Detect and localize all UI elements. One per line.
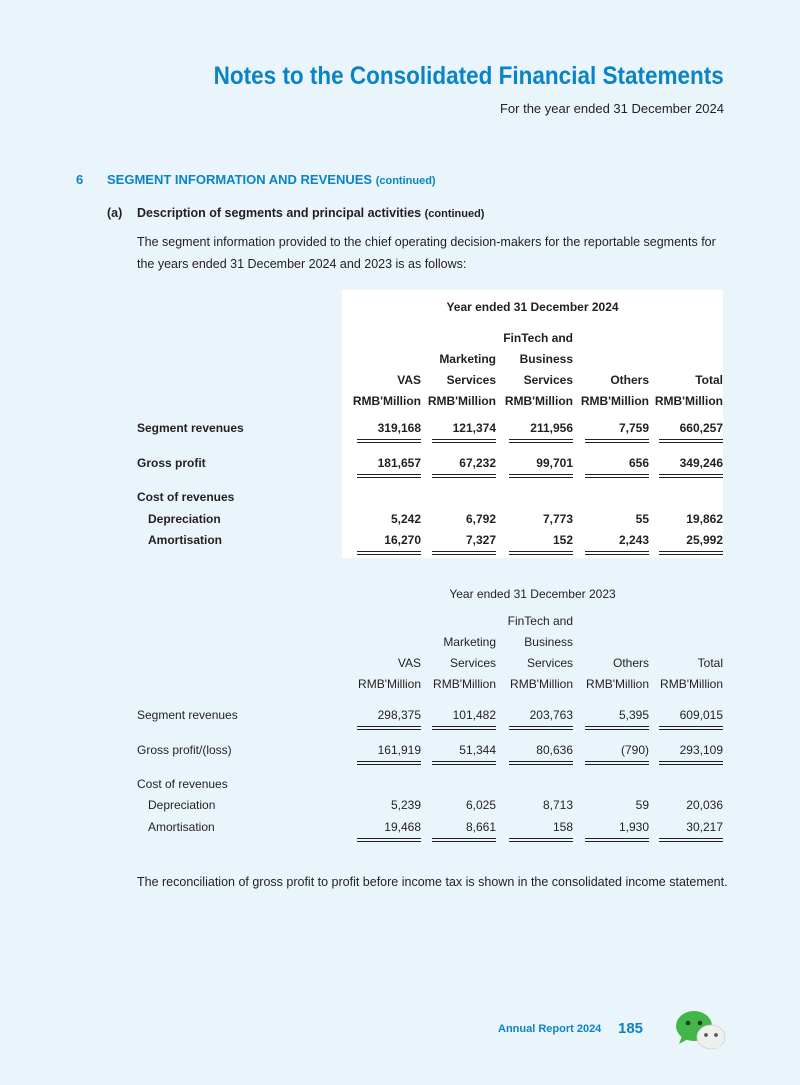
double-rule [432,838,496,842]
col-header: Services [446,373,496,387]
value-cell: 99,701 [536,456,573,470]
col-header: Total [697,656,723,670]
table-row [137,798,723,816]
col-header: Services [526,656,573,670]
table-row [137,820,723,838]
double-rule [357,761,421,765]
value-cell: 319,168 [377,421,421,435]
double-rule [509,761,573,765]
double-rule [585,439,649,443]
value-cell: 55 [635,512,649,526]
double-rule [509,474,573,478]
row-label: Amortisation [148,820,215,834]
double-rule [432,474,496,478]
unit-label: RMB'Million [352,394,421,408]
page-number: 185 [618,1020,644,1037]
value-cell: 293,109 [679,743,723,757]
subsection-number: (a) [107,206,123,220]
double-rule [432,551,496,555]
value-cell: 5,395 [618,708,649,722]
double-rule [357,474,421,478]
row-label: Segment revenues [137,421,244,435]
section-continued: (continued) [375,175,436,187]
header-row-3 [137,373,723,391]
subsection-title: Description of segments and principal activities [137,206,422,220]
value-cell: 158 [552,820,573,834]
value-cell: 609,015 [679,708,723,722]
value-cell: 30,217 [686,820,723,834]
value-cell: 25,992 [686,533,723,547]
value-cell: 6,025 [465,798,496,812]
value-cell: 349,246 [679,456,723,470]
unit-label: RMB'Million [504,394,573,408]
value-cell: 20,036 [686,798,723,812]
table-row [137,533,723,551]
value-cell: 8,661 [465,820,496,834]
unit-label: RMB'Million [433,677,496,691]
row-label: Depreciation [148,798,216,812]
unit-label: RMB'Million [580,394,649,408]
double-rule [357,838,421,842]
unit-row [137,677,723,695]
value-cell: 7,759 [618,421,649,435]
double-rule [585,474,649,478]
unit-label: RMB'Million [510,677,573,691]
row-label: Segment revenues [137,708,238,722]
unit-label: RMB'Million [660,677,723,691]
value-cell: 121,374 [452,421,496,435]
section-title: SEGMENT INFORMATION AND REVENUES [107,172,373,187]
table-year-title: Year ended 31 December 2024 [446,300,619,314]
double-rule [509,439,573,443]
value-cell: 1,930 [618,820,649,834]
double-rule [659,439,723,443]
double-rule [659,761,723,765]
value-cell: 211,956 [530,421,573,435]
col-header: Services [523,373,573,387]
table-row [137,490,723,508]
col-header: Marketing [439,352,496,366]
double-rule [357,726,421,730]
col-header: Marketing [443,635,496,649]
value-cell: (790) [620,743,649,757]
row-label: Amortisation [148,533,223,547]
table-row [137,512,723,530]
value-cell: 19,862 [686,512,723,526]
value-cell: 161,919 [377,743,421,757]
subsection-heading [107,206,484,220]
row-label: Cost of revenues [137,490,235,504]
double-rule [432,439,496,443]
value-cell: 181,657 [377,456,421,470]
table-row [137,456,723,474]
col-header: Others [612,656,649,670]
section-heading [76,172,436,187]
double-rule [357,439,421,443]
row-label: Gross profit/(loss) [137,743,232,757]
col-header: Business [524,635,573,649]
value-cell: 16,270 [384,533,421,547]
double-rule [659,474,723,478]
section-number: 6 [76,172,84,187]
value-cell: 2,243 [618,533,649,547]
footer-report-name: Annual Report 2024 [498,1023,602,1035]
value-cell: 298,375 [377,708,421,722]
double-rule [585,761,649,765]
double-rule [509,551,573,555]
header-row-1 [137,614,723,632]
value-cell: 59 [635,798,649,812]
value-cell: 5,239 [390,798,421,812]
header-row-2 [137,352,723,370]
double-rule [585,726,649,730]
double-rule [357,551,421,555]
value-cell: 7,327 [465,533,496,547]
double-rule [432,761,496,765]
footnote: The reconciliation of gross profit to profit before income tax is shown in the consolidated income statement. [137,875,728,889]
row-label: Depreciation [148,512,221,526]
table-row [137,421,723,439]
double-rule [659,838,723,842]
col-header: VAS [397,373,421,387]
value-cell: 101,482 [452,708,496,722]
double-rule [509,838,573,842]
header-row-2 [137,635,723,653]
double-rule [585,551,649,555]
value-cell: 660,257 [679,421,723,435]
col-header: Business [519,352,573,366]
segment-table-2023 [137,578,723,853]
page-subtitle: For the year ended 31 December 2024 [499,101,724,116]
unit-label: RMB'Million [586,677,649,691]
value-cell: 67,232 [459,456,496,470]
wechat-icon [674,1010,726,1052]
unit-label: RMB'Million [427,394,496,408]
row-label: Cost of revenues [137,777,228,791]
double-rule [659,726,723,730]
col-header: FinTech and [503,331,573,345]
table-row [137,743,723,761]
unit-row [137,394,723,412]
value-cell: 8,713 [542,798,573,812]
value-cell: 51,344 [459,743,496,757]
table-row [137,777,723,795]
table-year-title: Year ended 31 December 2023 [449,587,616,601]
double-rule [585,838,649,842]
value-cell: 5,242 [390,512,421,526]
subsection-continued: (continued) [424,208,485,220]
unit-label: RMB'Million [654,394,723,408]
table-row [137,708,723,726]
intro-paragraph: The segment information provided to the chief operating decision-makers for the reportable segments for the years ended 31 December 2024 and 2023 is as follows: [137,235,716,271]
value-cell: 6,792 [465,512,496,526]
value-cell: 19,468 [384,820,421,834]
col-header: VAS [397,656,421,670]
col-header: FinTech and [507,614,573,628]
double-rule [659,551,723,555]
row-label: Gross profit [137,456,206,470]
col-header: Others [610,373,649,387]
col-header: Total [695,373,723,387]
value-cell: 80,636 [536,743,573,757]
header-row-3 [137,656,723,674]
col-header: Services [449,656,496,670]
value-cell: 7,773 [542,512,573,526]
segment-table-2024 [137,290,723,558]
value-cell: 656 [628,456,649,470]
page-title: Notes to the Consolidated Financial Statements [213,62,724,90]
unit-label: RMB'Million [358,677,421,691]
double-rule [432,726,496,730]
double-rule [509,726,573,730]
header-row-1 [137,331,723,349]
value-cell: 203,763 [529,708,573,722]
value-cell: 152 [552,533,573,547]
